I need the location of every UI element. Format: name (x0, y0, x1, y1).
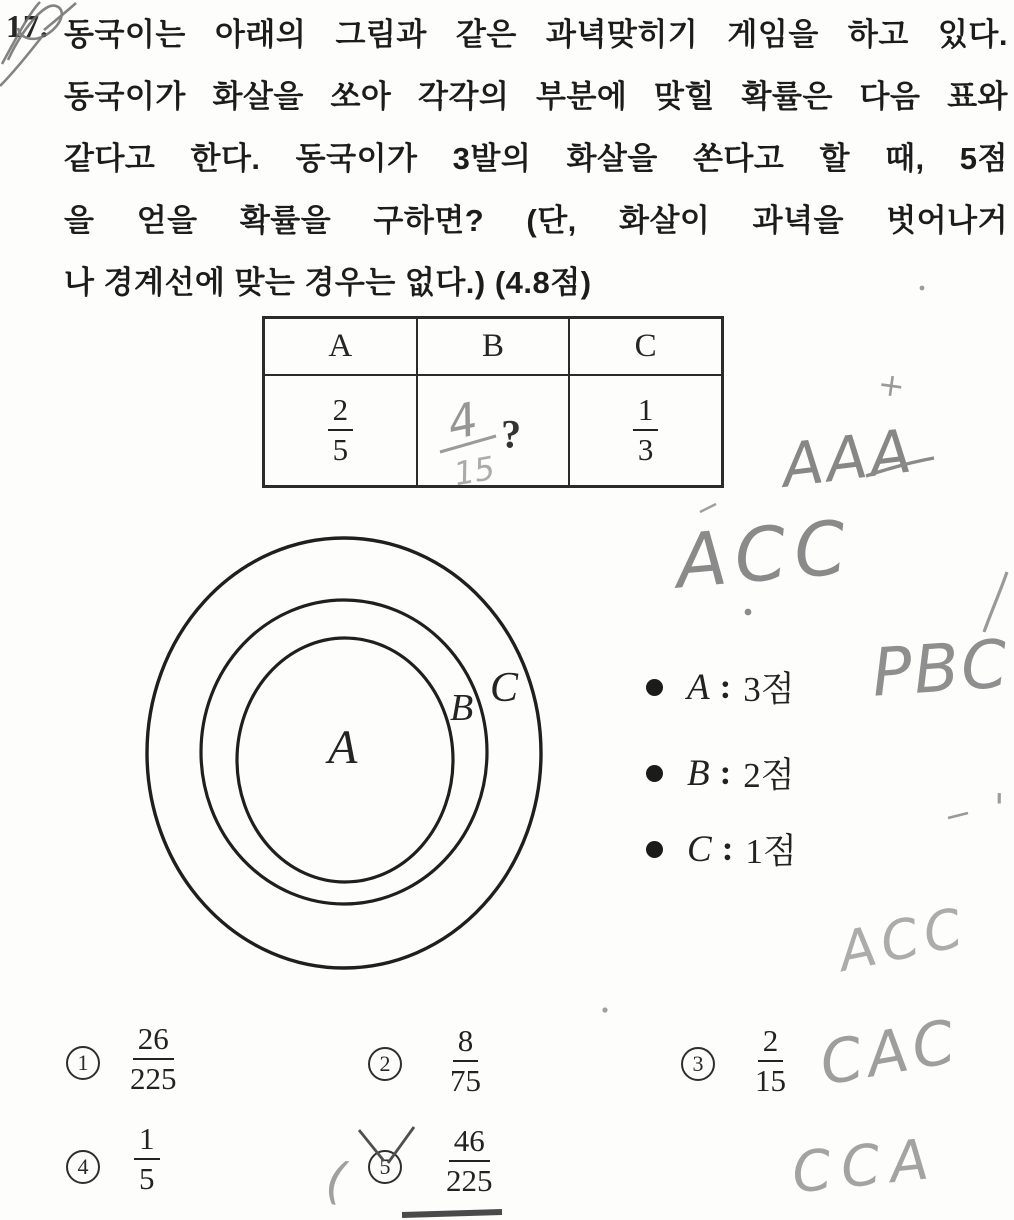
target-diagram (130, 520, 570, 990)
legend-letter: B (687, 752, 710, 794)
pencil-dash-mark (948, 813, 968, 818)
fraction: $\frac{1}{5}$ (134, 1122, 160, 1196)
choice-circle-number: 1 (66, 1046, 100, 1080)
question-line: 동국이는 아래의 그림과 같은 과녁맞히기 게임을 하고 있다. (64, 17, 1008, 52)
question-line: 나 경계선에 맞는 경우는 없다.) (4.8점) (64, 265, 592, 300)
pencil-numerator: 4 (442, 391, 483, 451)
choice-circle-number: 2 (368, 1047, 402, 1081)
pencil-a-tail-stroke (866, 458, 934, 476)
region-label-c: C (490, 665, 519, 711)
table-header-c: C (634, 328, 657, 364)
region-label-a: A (328, 721, 358, 774)
legend-score: 3점 (743, 670, 795, 709)
pencil-note-cac: CAC (814, 1006, 965, 1100)
pencil-paren-mark: ( (323, 1151, 349, 1211)
bullet-icon (646, 841, 663, 858)
legend-score: 1점 (745, 832, 797, 871)
pencil-dot (745, 609, 752, 616)
bullet-icon (646, 679, 663, 696)
choice-circle-number: 3 (681, 1047, 715, 1081)
pencil-note-acc: ACC (672, 504, 858, 606)
legend-item-a (646, 662, 795, 712)
legend-colon: : (719, 753, 732, 792)
pencil-plus-mark: + (875, 364, 908, 406)
question-line: 같다고 한다. 동국이가 3발의 화살을 쏜다고 할 때, 5점 (64, 141, 1008, 176)
bullet-icon (646, 765, 663, 782)
fraction: $\frac{26}{225}$ (130, 1021, 177, 1096)
choice-circle-number: 4 (66, 1150, 100, 1184)
question-number: 17. (6, 8, 49, 44)
region-label-b: B (450, 687, 474, 729)
choice-5 (368, 1124, 493, 1198)
pencil-slash-mark (984, 572, 1007, 632)
pencil-note-cca: CCA (789, 1126, 942, 1207)
question-mark: ? (501, 410, 522, 456)
fraction: $\frac{1}{3}$ (633, 393, 659, 467)
question-line: 을 얻을 확률을 구하면? (단, 화살이 과녁을 벗어나거 (64, 203, 1008, 238)
pencil-note-pbc: PBC (869, 625, 1012, 712)
fraction: $\frac{2}{5}$ (328, 393, 354, 467)
table-cell-a (265, 376, 418, 485)
legend-item-c (646, 824, 797, 874)
pencil-denominator: 15 (450, 448, 498, 494)
fraction: $\frac{46}{225}$ (446, 1123, 493, 1198)
pencil-note-acc-faint: ACC (832, 895, 974, 984)
legend-letter: A (687, 666, 710, 708)
pencil-note-aaa: AAA (778, 416, 918, 502)
pencil-apostrophe-mark: ' (994, 786, 1005, 830)
underline-fragment (402, 1212, 502, 1215)
legend-letter: C (687, 828, 712, 870)
fraction: $\frac{8}{75}$ (450, 1023, 481, 1098)
legend-colon: : (721, 829, 734, 868)
choice-3 (681, 1024, 786, 1098)
table-header-a: A (265, 319, 418, 374)
legend-score: 2점 (743, 756, 795, 795)
legend-item-b (646, 748, 795, 798)
pencil-speck (602, 1007, 607, 1012)
question-line: 동국이가 화살을 쏘아 각각의 부분에 맞힐 확률은 다음 표와 (64, 79, 1008, 114)
pencil-tick-mark (700, 504, 716, 512)
table-cell-b (418, 376, 571, 494)
legend-colon: : (719, 667, 732, 706)
probability-table (262, 316, 724, 494)
choice-1 (66, 1022, 177, 1096)
table-header-b: B (418, 319, 571, 374)
choice-4 (66, 1122, 160, 1196)
choice-circle-number: 5 (368, 1150, 402, 1184)
fraction: $\frac{2}{15}$ (755, 1023, 786, 1098)
table-cell-c (570, 376, 721, 485)
choice-2 (368, 1024, 481, 1098)
question-text (64, 4, 1008, 314)
